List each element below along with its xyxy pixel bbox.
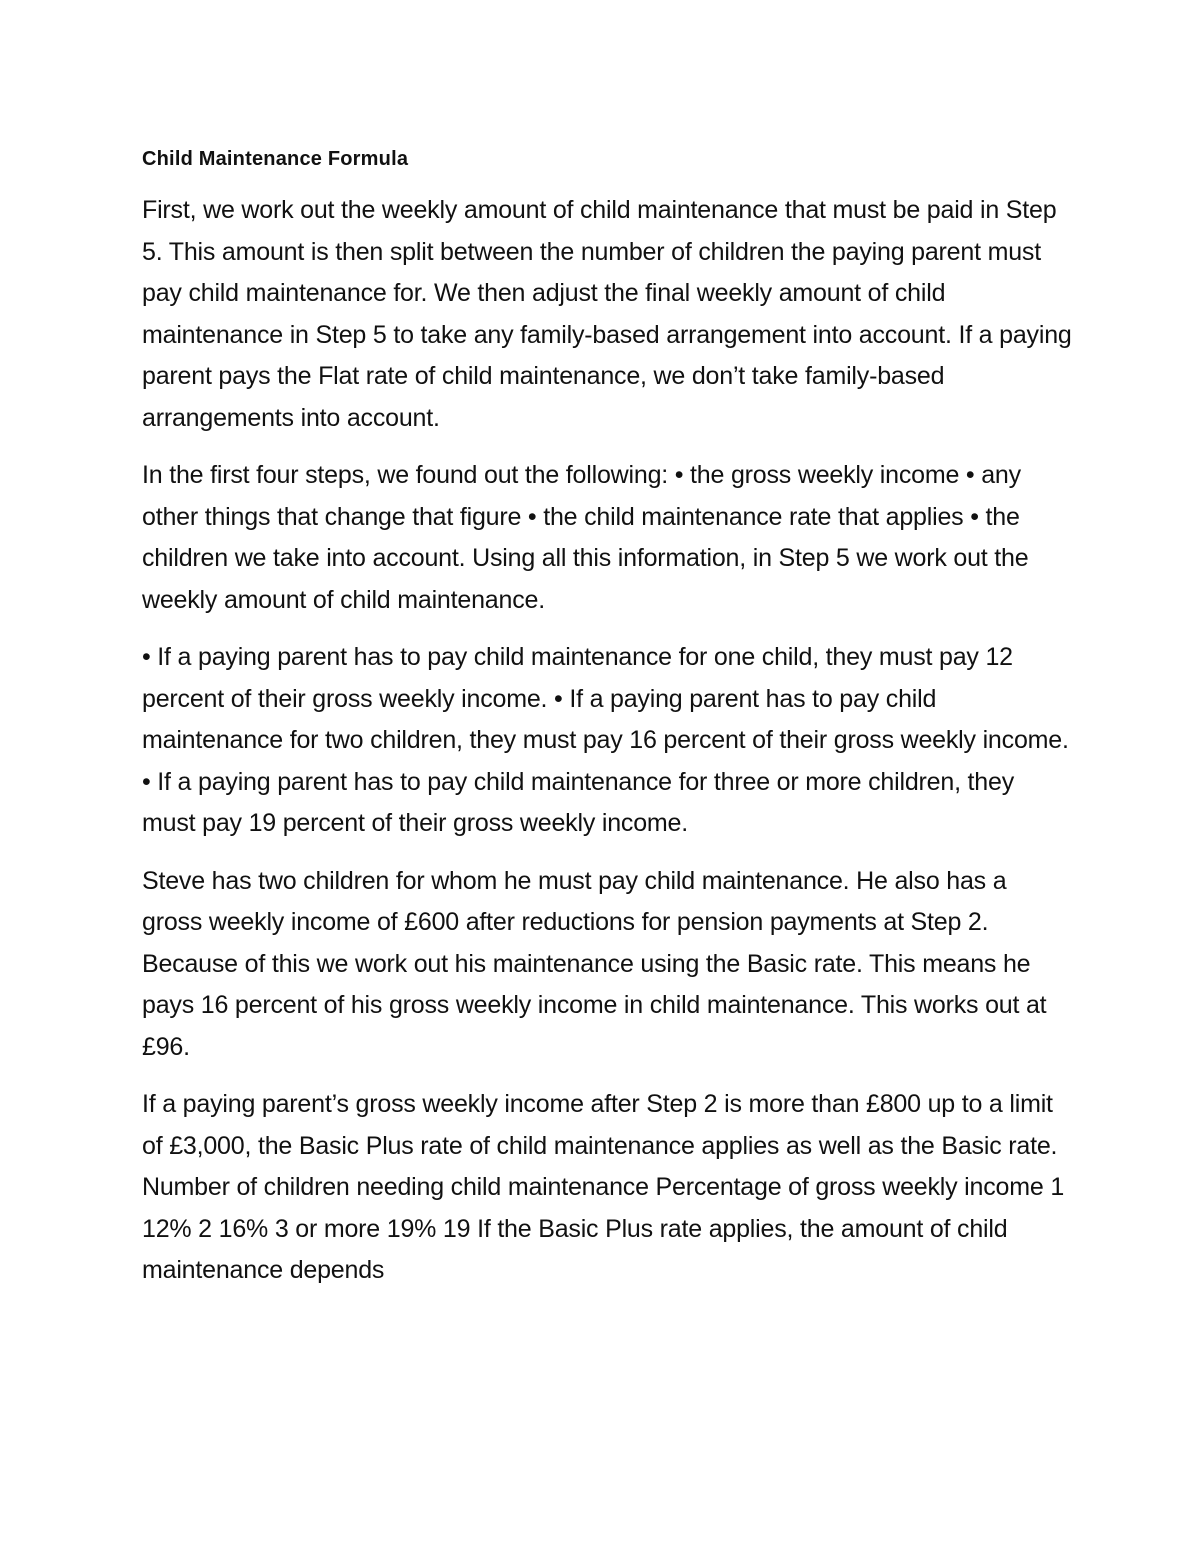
document-body xyxy=(142,140,1072,1308)
paragraph-basic-plus-rate: If a paying parent’s gross weekly income after Step 2 is more than £800 up to a limit of £3,000, the Basic Plus rate of child maintenance applies as well as the Basic rate. Number of children needing child maintenance Percentage of gross weekly income 1 12% 2 16% 3 or more 19% 19 If the Basic Plus rate applies, the amount of child maintenance depends xyxy=(142,1090,1065,1284)
paragraph-percentages: • If a paying parent has to pay child maintenance for one child, they must pay 12 percent of their gross weekly income. • If a paying parent has to pay child maintenance for two children, they must pay 16 percent of their gross weekly income. • If a paying parent has to pay child maintenance for three or more children, they must pay 19 percent of their gross weekly income. xyxy=(142,643,1069,837)
paragraph-step5-intro: First, we work out the weekly amount of child maintenance that must be paid in Step 5. This amount is then split between the number of children the paying parent must pay child maintenance for. We then adjust the final weekly amount of child maintenance in Step 5 to take any family-based arrangement into account. If a paying parent pays the Flat rate of child maintenance, we don’t take family-based arrangements into account. xyxy=(142,196,1072,432)
paragraph-first-four-steps: In the first four steps, we found out the following: • the gross weekly income • any other things that change that figure • the child maintenance rate that applies • the children we take into account. Using all this information, in Step 5 we work out the weekly amount of child maintenance. xyxy=(142,461,1029,614)
paragraph-steve-example: Steve has two children for whom he must pay child maintenance. He also has a gross weekly income of £600 after reductions for pension payments at Step 2. Because of this we work out his maintenance using the Basic rate. This means he pays 16 percent of his gross weekly income in child maintenance. This works out at £96. xyxy=(142,866,1047,1061)
document-title: Child Maintenance Formula xyxy=(142,148,409,170)
